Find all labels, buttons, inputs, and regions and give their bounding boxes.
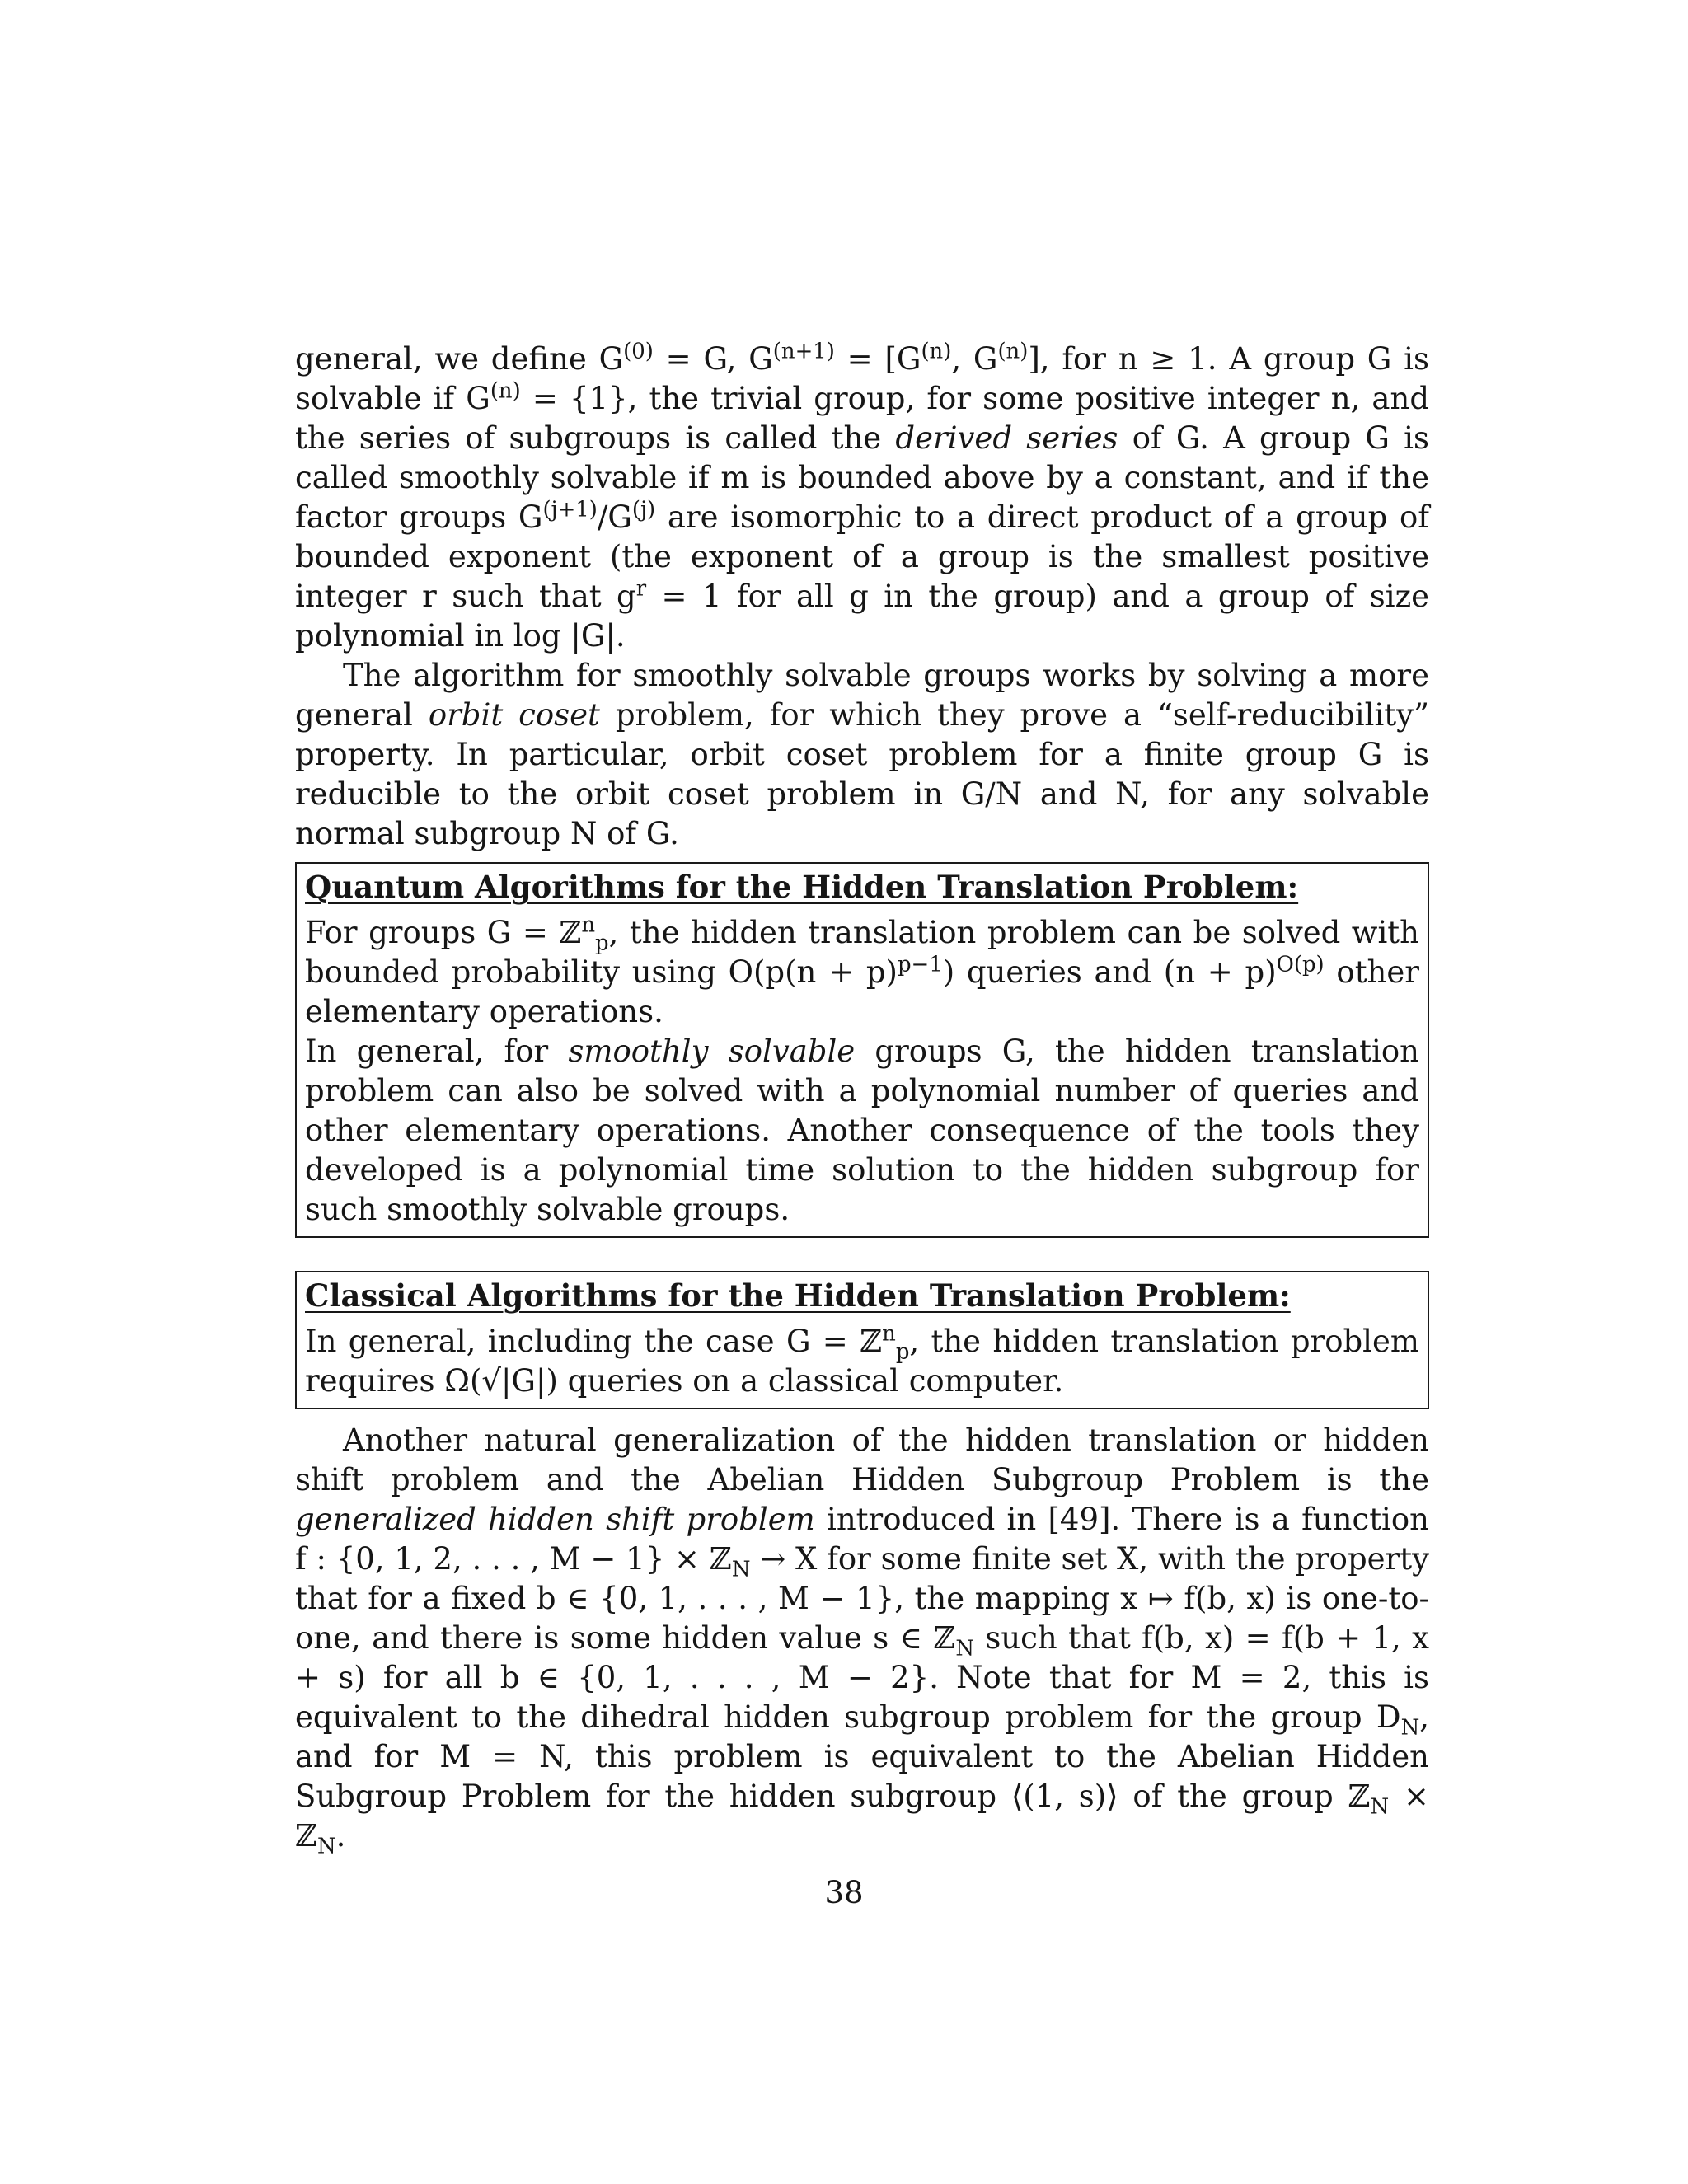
text-segment: ) queries and (n + p) <box>942 954 1277 990</box>
box-paragraph <box>305 1322 1419 1401</box>
text-segment: are isomorphic to a direct product of a group of bounded exponent (the exponent of a group is the smallest positive integer r such that g <box>295 499 1429 614</box>
page-number: 38 <box>824 1875 864 1910</box>
superscript: p−1 <box>897 952 943 977</box>
text-segment: = G, G <box>653 341 773 377</box>
text-segment: = 1 for all g in the group) and a group of size polynomial in log |G|. <box>295 579 1429 654</box>
superscript: (j+1) <box>542 497 598 523</box>
emphasized-term: generalized hidden shift problem <box>295 1502 815 1537</box>
subscript: N <box>731 1557 751 1582</box>
text-segment: Another natural generalization of the hidden translation or hidden shift problem and the Abelian Hidden Subgroup Problem is the <box>295 1422 1429 1497</box>
text-segment: . <box>335 1818 346 1854</box>
classical-box-body <box>305 1322 1419 1401</box>
text-segment: → X for some finite set X, with the property that for a fixed b ∈ {0, 1, . . . , M − 1}, the mapping x ↦ f(b, x) is one-to-one, and there is some hidden value s ∈ ℤ <box>295 1541 1429 1656</box>
text-segment: In general, including the case G = ℤ <box>305 1324 883 1359</box>
text-segment: , the hidden translation problem requires Ω(√|G|) queries on a classical computer. <box>305 1324 1419 1399</box>
classical-algorithms-box <box>295 1271 1429 1409</box>
text-segment: introduced in [49]. There is a function f : {0, 1, 2, . . . , M − 1} × ℤ <box>295 1502 1429 1577</box>
text-segment: other elementary operations. <box>305 954 1419 1029</box>
subscript: N <box>1400 1715 1420 1741</box>
text-segment: problem, for which they prove a “self-reducibility” property. In particular, orbit coset problem for a finite group G is reducible to the orbit coset problem in G/N and N, for any solvable normal subgroup N of G. <box>295 697 1429 851</box>
text-segment: , the hidden translation problem can be solved with bounded probability using O(p(n + p) <box>305 915 1419 990</box>
text-segment: /G <box>597 499 632 535</box>
superscript: r <box>635 576 647 602</box>
classical-box-title: Classical Algorithms for the Hidden Translation Problem: <box>305 1277 1291 1314</box>
subscript: N <box>317 1834 336 1859</box>
superscript: (0) <box>623 339 654 364</box>
superscript: (n) <box>997 339 1029 364</box>
text-segment: In general, for <box>305 1033 569 1069</box>
emphasized-term: derived series <box>895 420 1118 456</box>
text-segment: For groups G = ℤ <box>305 915 582 950</box>
subscript: N <box>955 1636 975 1661</box>
quantum-box-body <box>305 913 1419 1230</box>
text-segment: , and for M = N, this problem is equivalent to the Abelian Hidden Subgroup Problem for the hidden subgroup ⟨(1, s)⟩ of the group ℤ <box>295 1699 1429 1814</box>
text-segment: of G. A group G is called smoothly solvable if m is bounded above by a constant, and if the factor groups G <box>295 420 1429 535</box>
text-segment: groups G, the hidden translation problem can also be solved with a polynomial number of queries and other elementary operations. Another consequence of the tools they developed is a polynomial time solution to the hidden subgroup for such smoothly solvable groups. <box>305 1033 1419 1227</box>
text-segment: The algorithm for smoothly solvable groups works by solving a more general <box>295 658 1429 733</box>
emphasized-term: orbit coset <box>428 697 600 733</box>
subscript: N <box>1370 1794 1390 1820</box>
page-body <box>295 339 1429 1859</box>
superscript: (n+1) <box>772 339 835 364</box>
text-segment: × ℤ <box>295 1779 1429 1854</box>
text-segment: ], for n ≥ 1. A group G is solvable if G <box>295 341 1429 416</box>
quantum-box-title: Quantum Algorithms for the Hidden Translation Problem: <box>305 869 1299 905</box>
emphasized-term: smoothly solvable <box>568 1033 856 1069</box>
superscript: n <box>581 912 596 938</box>
superscript: (j) <box>631 497 656 523</box>
subscript: p <box>895 1339 910 1365</box>
text-segment: such that f(b, x) = f(b + 1, x + s) for all b ∈ {0, 1, . . . , M − 2}. Note that for M = 2, this is equivalent to the dihedral hidden subgroup problem for the group D <box>295 1620 1429 1735</box>
box-paragraph <box>305 1032 1419 1230</box>
subscript: p <box>595 930 609 956</box>
superscript: (n) <box>921 339 952 364</box>
superscript: (n) <box>490 378 521 404</box>
text-segment: = {1}, the trivial group, for some positive integer n, and the series of subgroups is called the <box>295 381 1429 456</box>
text-segment: = [G <box>834 341 921 377</box>
superscript: n <box>882 1321 896 1347</box>
quantum-algorithms-box <box>295 862 1429 1238</box>
paragraph-solvable-groups <box>295 340 1429 656</box>
paragraph-orbit-coset <box>295 656 1429 854</box>
paragraph-generalized-hidden-shift <box>295 1421 1429 1859</box>
superscript: O(p) <box>1276 952 1325 977</box>
text-segment: , G <box>951 341 998 377</box>
text-segment: general, we define G <box>295 341 624 377</box>
box-paragraph <box>305 913 1419 1032</box>
